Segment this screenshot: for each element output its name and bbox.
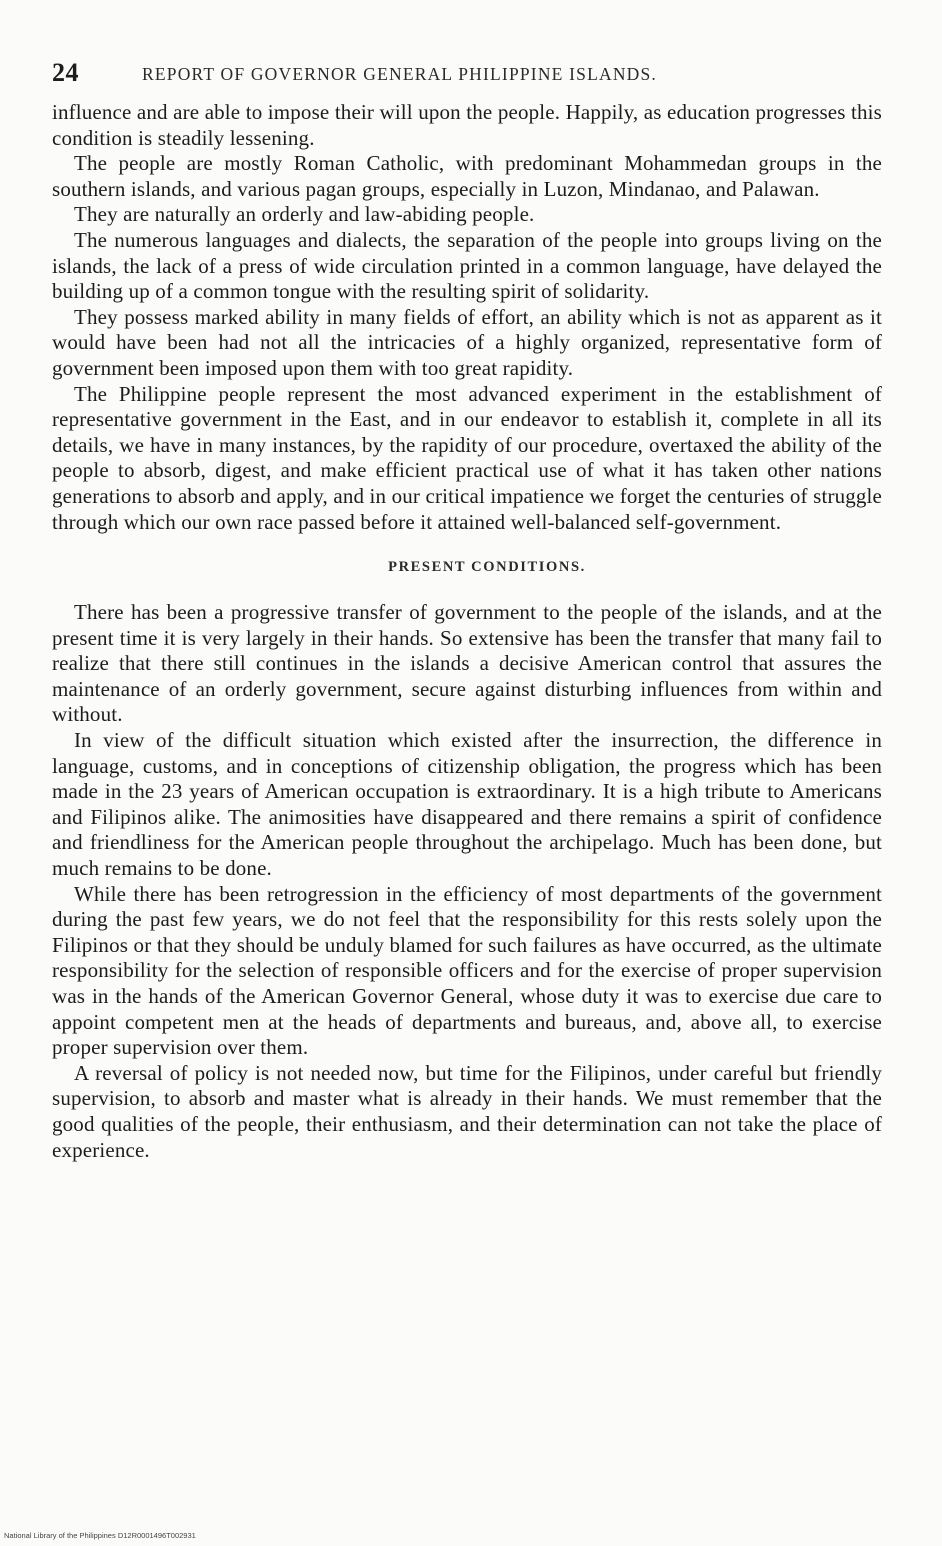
running-head xyxy=(52,56,882,100)
paragraph: The people are mostly Roman Catholic, with predominant Mohammedan groups in the southern islands, and various pagan groups, especially in Luzon, Mindanao, and Palawan. xyxy=(52,151,882,201)
section-heading: PRESENT CONDITIONS. xyxy=(388,559,586,576)
paragraph: In view of the difficult situation which existed after the insurrection, the difference in language, customs, and in conceptions of citizenship obligation, the progress which has been made in the 23 years of American occupation is extraordinary. It is a high tribute to Americans and Filipinos alike. The animosities have disappeared and there remains a spirit of confidence and friendliness for the American people throughout the archipelago. Much has been done, but much remains to be done. xyxy=(52,728,882,881)
paragraph: A reversal of policy is not needed now, but time for the Filipinos, under careful but friendly supervision, to absorb and master what is already in their hands. We must remember that the good qualities of the people, their enthusiasm, and their determination can not take the place of experience. xyxy=(52,1060,882,1162)
paragraph: The Philippine people represent the most advanced experiment in the establishment of representative government in the East, and in our endeavor to establish it, complete in all its details, we have in many instances, by the rapidity of our procedure, overtaxed the ability of the people to absorb, digest, and make efficient practical use of what it has taken other nations generations to absorb and apply, and in our critical impatience we forget the centuries of struggle through which our own race passed before it attained well-balanced self-government. xyxy=(52,381,882,534)
paragraph-continued: influence and are able to impose their will upon the people. Happily, as education progresses this condition is steadily lessening. xyxy=(52,100,882,150)
paragraph: They are naturally an orderly and law-abiding people. xyxy=(74,202,535,227)
page-number: 24 xyxy=(52,58,79,87)
paragraph: They possess marked ability in many fields of effort, an ability which is not as apparent as it would have been had not all the intricacies of a highly organized, representative form of government been imposed upon them with too great rapidity. xyxy=(52,304,882,380)
paragraph: There has been a progressive transfer of government to the people of the islands, and at the present time it is very largely in their hands. So extensive has been the transfer that many fail to realize that there still continues in the islands a decisive American control that assures the maintenance of an orderly government, secure against disturbing influences from within and without. xyxy=(52,600,882,727)
paragraph: While there has been retrogression in the efficiency of most departments of the government during the past few years, we do not feel that the responsibility for this rests solely upon the Filipinos or that they should be unduly blamed for such failures as have occurred, as the ultimate responsibility for the selection of responsible officers and for the exercise of proper supervision was in the hands of the American Governor General, whose duty it was to exercise due care to appoint competent men at the heads of departments and bureaus, and, above all, to exercise proper supervision over them. xyxy=(52,881,882,1060)
document-page xyxy=(52,56,882,1163)
scan-credit: National Library of the Philippines D12R0001496T002931 xyxy=(4,1531,196,1540)
paragraph: The numerous languages and dialects, the separation of the people into groups living on the islands, the lack of a press of wide circulation printed in a common language, have delayed the building up of a common tongue with the resulting spirit of solidarity. xyxy=(52,227,882,304)
running-head-title: REPORT OF GOVERNOR GENERAL PHILIPPINE ISLANDS. xyxy=(142,64,658,84)
body-text xyxy=(52,100,882,1163)
